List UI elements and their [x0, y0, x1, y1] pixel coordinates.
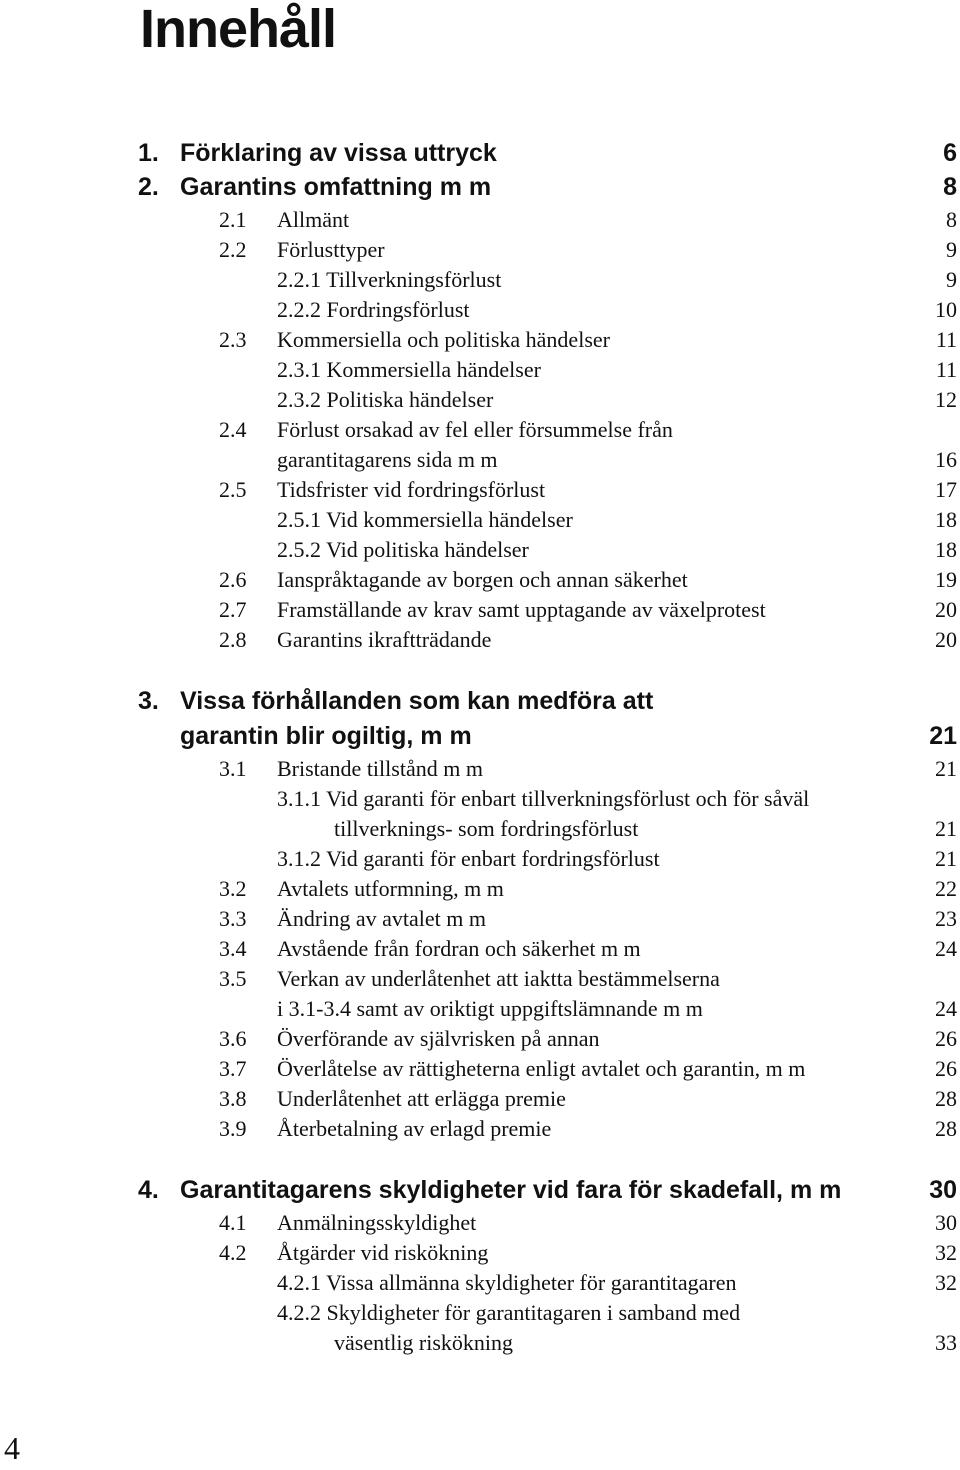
toc-entry — [0, 844, 960, 874]
toc-entry-page: 8 — [946, 207, 957, 232]
toc-entry — [0, 1208, 960, 1238]
toc-entry-title: Ianspråktagande av borgen och annan säkerhet — [277, 567, 688, 592]
toc-entry-page: 26 — [935, 1056, 957, 1081]
toc-entry-title: Avstående från fordran och säkerhet m m — [277, 936, 641, 961]
toc-entry-title: Vissa förhållanden som kan medföra att — [180, 687, 654, 715]
toc-entry — [0, 265, 960, 295]
toc-entry-title: Verkan av underlåtenhet att iaktta bestämmelserna — [277, 966, 720, 991]
toc-entry-number: 3.4 — [219, 936, 247, 961]
toc-entry-title: Överlåtelse av rättigheterna enligt avtalet och garantin, m m — [277, 1056, 806, 1081]
toc-entry-title: tillverknings- som fordringsförlust — [334, 816, 639, 841]
toc-entry-title: väsentlig riskökning — [334, 1330, 514, 1355]
toc-entry-page: 22 — [935, 876, 957, 901]
toc-entry-title: 2.5.2 Vid politiska händelser — [277, 537, 529, 562]
toc-entry-number: 3.8 — [219, 1086, 247, 1111]
toc-entry-title: 3.1.2 Vid garanti för enbart fordringsförlust — [277, 846, 660, 871]
toc-entry-page: 26 — [935, 1026, 957, 1051]
toc-entry — [0, 814, 960, 844]
toc-entry-title: 4.2.2 Skyldigheter för garantitagaren i samband med — [277, 1300, 741, 1325]
toc-entry-number: 2.3 — [219, 327, 247, 352]
toc-entry — [0, 355, 960, 385]
toc-entry-page: 28 — [935, 1086, 957, 1111]
toc-entry-number: 3.2 — [219, 876, 247, 901]
toc-entry — [0, 295, 960, 325]
toc-entry-title: 2.2.1 Tillverkningsförlust — [277, 267, 502, 292]
toc-entry — [0, 1024, 960, 1054]
toc-entry-number: 3.7 — [219, 1056, 247, 1081]
toc-entry-title: garantin blir ogiltig, m m — [180, 722, 472, 750]
toc-entry — [0, 1238, 960, 1268]
toc-entry-page: 17 — [935, 477, 957, 502]
toc-entry-title: Allmänt — [277, 207, 350, 232]
toc-entry-page: 21 — [935, 846, 957, 871]
toc-entry-title: 4.2.1 Vissa allmänna skyldigheter för garantitagaren — [277, 1270, 737, 1295]
toc-entry — [0, 874, 960, 904]
toc-entry-page: 18 — [935, 537, 957, 562]
toc-entry — [0, 445, 960, 475]
toc-entry-title: Förklaring av vissa uttryck — [180, 139, 497, 167]
toc-entry-title: i 3.1-3.4 samt av oriktigt uppgiftslämnande m m — [277, 996, 703, 1021]
toc-entry — [0, 904, 960, 934]
toc-entry-number: 2. — [138, 173, 159, 201]
toc-entry-page: 30 — [929, 1176, 957, 1204]
toc-entry-page: 9 — [946, 237, 957, 262]
toc-entry-title: Garantins omfattning m m — [180, 173, 492, 201]
toc-entry-page: 10 — [935, 297, 957, 322]
toc-entry-number: 4.1 — [219, 1210, 247, 1235]
toc-entry — [0, 205, 960, 235]
toc-entry-page: 30 — [935, 1210, 957, 1235]
toc-entry-title: Bristande tillstånd m m — [277, 756, 483, 781]
toc-entry — [0, 686, 960, 716]
toc-entry-page: 20 — [935, 597, 957, 622]
toc-entry-title: Kommersiella och politiska händelser — [277, 327, 610, 352]
toc-entry-page: 32 — [935, 1270, 957, 1295]
toc-entry-title: 2.3.1 Kommersiella händelser — [277, 357, 541, 382]
toc-entry-title: Förlusttyper — [277, 237, 385, 262]
toc-entry-number: 3.5 — [219, 966, 247, 991]
toc-entry — [0, 565, 960, 595]
toc-entry-page: 19 — [935, 567, 957, 592]
toc-entry-number: 2.1 — [219, 207, 247, 232]
toc-entry — [0, 415, 960, 445]
toc-entry-title: Framställande av krav samt upptagande av växelprotest — [277, 597, 766, 622]
toc-entry — [0, 1298, 960, 1328]
toc-entry — [0, 138, 960, 168]
toc-entry — [0, 934, 960, 964]
toc-entry — [0, 325, 960, 355]
toc-entry — [0, 1175, 960, 1205]
toc-entry-number: 2.6 — [219, 567, 247, 592]
toc-entry-page: 20 — [935, 627, 957, 652]
toc-entry-page: 24 — [935, 996, 957, 1021]
toc-entry-title: Garantins ikraftträdande — [277, 627, 492, 652]
toc-entry — [0, 535, 960, 565]
toc-entry — [0, 505, 960, 535]
toc-entry — [0, 784, 960, 814]
toc-entry — [0, 1268, 960, 1298]
toc-entry-title: Överförande av självrisken på annan — [277, 1026, 600, 1051]
toc-entry-number: 2.7 — [219, 597, 247, 622]
toc-entry-title: Avtalets utformning, m m — [277, 876, 504, 901]
toc-entry — [0, 625, 960, 655]
toc-entry-title: Ändring av avtalet m m — [277, 906, 486, 931]
toc-entry — [0, 1114, 960, 1144]
toc-entry-title: Anmälningsskyldighet — [277, 1210, 477, 1235]
toc-entry-number: 1. — [138, 139, 159, 167]
toc-entry-page: 18 — [935, 507, 957, 532]
toc-entry-page: 33 — [935, 1330, 957, 1355]
toc-entry-page: 16 — [935, 447, 957, 472]
toc-entry-page: 11 — [935, 327, 957, 352]
toc-entry-number: 3. — [138, 687, 159, 715]
toc-entry-number: 3.3 — [219, 906, 247, 931]
toc-entry-title: Tidsfrister vid fordringsförlust — [277, 477, 546, 502]
toc-entry-title: 2.3.2 Politiska händelser — [277, 387, 494, 412]
toc-entry-number: 4. — [138, 1176, 159, 1204]
toc-entry-title: 2.5.1 Vid kommersiella händelser — [277, 507, 573, 532]
toc-entry-title: Garantitagarens skyldigheter vid fara för skadefall, m m — [180, 1176, 842, 1204]
toc-entry-number: 3.9 — [219, 1116, 247, 1141]
toc-entry-number: 2.4 — [219, 417, 247, 442]
toc-entry — [0, 595, 960, 625]
toc-entry-title: garantitagarens sida m m — [277, 447, 498, 472]
toc-entry-title: 2.2.2 Fordringsförlust — [277, 297, 470, 322]
page-title: Innehåll — [140, 0, 337, 59]
toc-entry-page: 21 — [929, 722, 957, 750]
toc-entry — [0, 385, 960, 415]
toc-entry — [0, 964, 960, 994]
toc-entry — [0, 994, 960, 1024]
toc-entry-page: 8 — [943, 173, 957, 201]
toc-entry-page: 12 — [935, 387, 957, 412]
toc-entry-page: 11 — [935, 357, 957, 382]
toc-entry-page: 32 — [935, 1240, 957, 1265]
toc-entry-number: 2.5 — [219, 477, 247, 502]
toc-entry-title: Åtgärder vid riskökning — [277, 1240, 489, 1265]
toc-entry-page: 9 — [946, 267, 957, 292]
toc-entry-title: Underlåtenhet att erlägga premie — [277, 1086, 566, 1111]
toc-entry-page: 6 — [943, 139, 957, 167]
toc-entry-page: 21 — [935, 816, 957, 841]
page-number: 4 — [4, 1430, 20, 1466]
toc-entry-page: 21 — [935, 756, 957, 781]
toc-entry — [0, 235, 960, 265]
toc-entry-number: 2.2 — [219, 237, 247, 262]
toc-entry-title: Förlust orsakad av fel eller försummelse från — [277, 417, 673, 442]
toc-entry — [0, 1084, 960, 1114]
toc-entry-title: 3.1.1 Vid garanti för enbart tillverkningsförlust och för såväl — [277, 786, 810, 811]
toc-entry — [0, 475, 960, 505]
toc-entry-page: 24 — [935, 936, 957, 961]
toc-entry-number: 3.1 — [219, 756, 247, 781]
toc-entry-page: 23 — [935, 906, 957, 931]
toc-entry — [0, 754, 960, 784]
toc-entry — [0, 1328, 960, 1358]
toc-entry-page: 28 — [935, 1116, 957, 1141]
toc-entry — [0, 172, 960, 202]
toc-entry — [0, 721, 960, 751]
toc-entry-number: 3.6 — [219, 1026, 247, 1051]
toc-entry-number: 2.8 — [219, 627, 247, 652]
toc-entry-title: Återbetalning av erlagd premie — [277, 1116, 552, 1141]
toc-entry — [0, 1054, 960, 1084]
toc-entry-number: 4.2 — [219, 1240, 247, 1265]
